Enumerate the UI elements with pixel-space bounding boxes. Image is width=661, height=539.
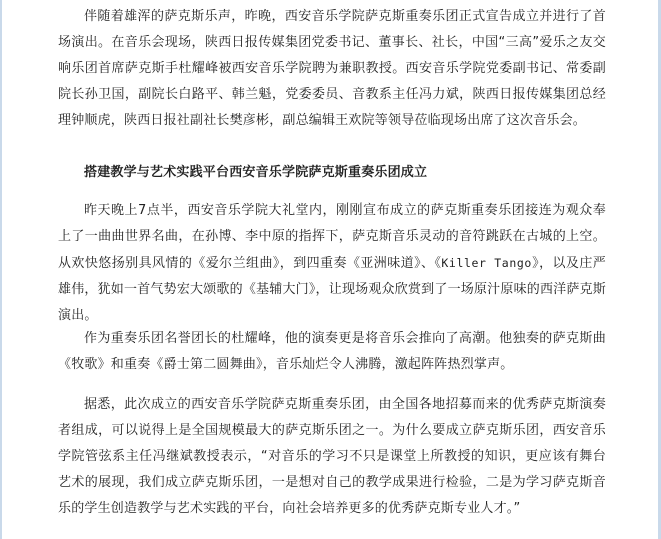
- paragraph-text-segment: 》，以及庄严雄伟，犹如一首气势宏大颂歌的《基辅大门》，让现场观众欣赏到了一场原汁原味的西洋萨克斯演出。: [58, 256, 606, 323]
- paragraph-text-segment: 昨天晚上7点半，西安音乐学院大礼堂内，刚刚宣布成立的萨克斯重奏乐团接连为观众奉上了一曲曲世界名曲，在孙博、李中原的指挥下，萨克斯音乐灵动的音符跳跃在古城的上空。从欢快悠扬别具风情的《爱尔兰组曲》，到四重奏《亚洲味道》、《: [58, 203, 606, 271]
- song-title-english: Killer Tango: [441, 256, 532, 270]
- article-paragraph-concert: [58, 198, 606, 329]
- article-paragraph-soloist: 作为重奏乐团名誉团长的杜耀峰，他的演奏更是将音乐会推向了高潮。他独奏的萨克斯曲《牧歌》和重奏《爵士第二圆舞曲》，音乐灿烂令人沸腾，激起阵阵热烈掌声。: [58, 331, 606, 372]
- article-paragraph-background: 据悉，此次成立的西安音乐学院萨克斯重奏乐团，由全国各地招募而来的优秀萨克斯演奏者组成，可以说得上是全国规模最大的萨克斯乐团之一。为什么要成立萨克斯乐团，西安音乐学院管弦系主任冯继斌教授表示，“对音乐的学习不只是课堂上所教授的知识，更应该有舞台艺术的展现，我们成立萨克斯乐团，一是想对自己的教学成果进行检验，二是为学习萨克斯音乐的学生创造教学与艺术实践的平台，向社会培养更多的优秀萨克斯专业人才。”: [58, 397, 606, 516]
- page-frame-left-border: [0, 0, 2, 539]
- article-subheading: 搭建教学与艺术实践平台西安音乐学院萨克斯重奏乐团成立: [84, 165, 428, 180]
- article-paragraph-intro: 伴随着雄浑的萨克斯乐声，昨晚，西安音乐学院萨克斯重奏乐团正式宣告成立并进行了首场演出。在音乐会现场，陕西日报传媒集团党委书记、董事长、社长，中国“三高”爱乐之友交响乐团首席萨克斯手杜耀峰被西安音乐学院聘为兼职教授。西安音乐学院党委副书记、常委副院长孙卫国，副院长白路平、韩兰魁，党委委员、音教系主任冯力斌，陕西日报传媒集团总经理钟顺虎，陕西日报社副社长樊彦彬，副总编辑王欢院等领导莅临现场出席了这次音乐会。: [58, 9, 606, 128]
